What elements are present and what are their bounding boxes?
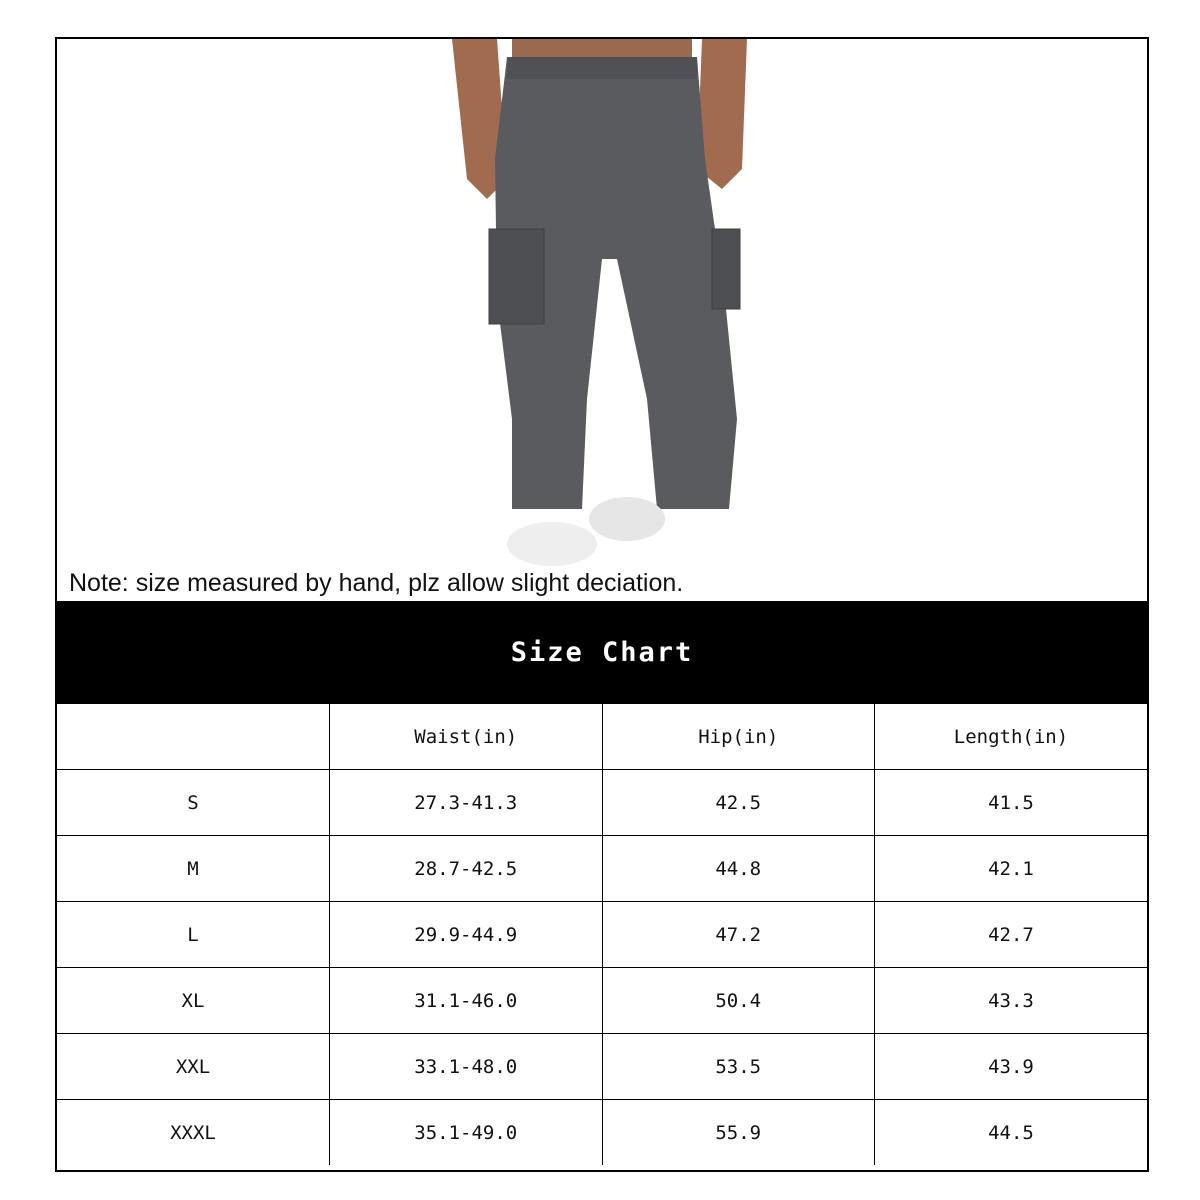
header-length: Length(in): [875, 704, 1148, 770]
table-row: [57, 770, 1147, 836]
size-chart-title: Size Chart: [57, 601, 1147, 704]
waist-cell: 31.1-46.0: [330, 968, 603, 1034]
hip-cell: 44.8: [602, 836, 875, 902]
length-cell: 41.5: [875, 770, 1148, 836]
size-cell: M: [57, 836, 330, 902]
hip-cell: 47.2: [602, 902, 875, 968]
header-waist: Waist(in): [330, 704, 603, 770]
product-photo: [57, 39, 1147, 601]
length-cell: 42.7: [875, 902, 1148, 968]
table-row: [57, 902, 1147, 968]
cargo-pants-image: [57, 39, 1147, 601]
size-table: [57, 704, 1147, 1165]
length-cell: 42.1: [875, 836, 1148, 902]
waist-cell: 28.7-42.5: [330, 836, 603, 902]
table-row: [57, 1100, 1147, 1166]
length-cell: 44.5: [875, 1100, 1148, 1166]
hip-cell: 55.9: [602, 1100, 875, 1166]
header-hip: Hip(in): [602, 704, 875, 770]
hip-cell: 42.5: [602, 770, 875, 836]
waist-cell: 33.1-48.0: [330, 1034, 603, 1100]
table-row: [57, 836, 1147, 902]
size-cell: S: [57, 770, 330, 836]
length-cell: 43.9: [875, 1034, 1148, 1100]
size-cell: XXL: [57, 1034, 330, 1100]
table-row: [57, 968, 1147, 1034]
size-cell: XL: [57, 968, 330, 1034]
table-row: [57, 1034, 1147, 1100]
size-cell: L: [57, 902, 330, 968]
size-cell: XXXL: [57, 1100, 330, 1166]
waist-cell: 29.9-44.9: [330, 902, 603, 968]
table-header-row: [57, 704, 1147, 770]
waist-cell: 27.3-41.3: [330, 770, 603, 836]
size-chart-frame: [55, 37, 1149, 1172]
waist-cell: 35.1-49.0: [330, 1100, 603, 1166]
hip-cell: 53.5: [602, 1034, 875, 1100]
header-cell: [57, 704, 330, 770]
measurement-note: Note: size measured by hand, plz allow slight deciation.: [69, 569, 684, 597]
length-cell: 43.3: [875, 968, 1148, 1034]
hip-cell: 50.4: [602, 968, 875, 1034]
